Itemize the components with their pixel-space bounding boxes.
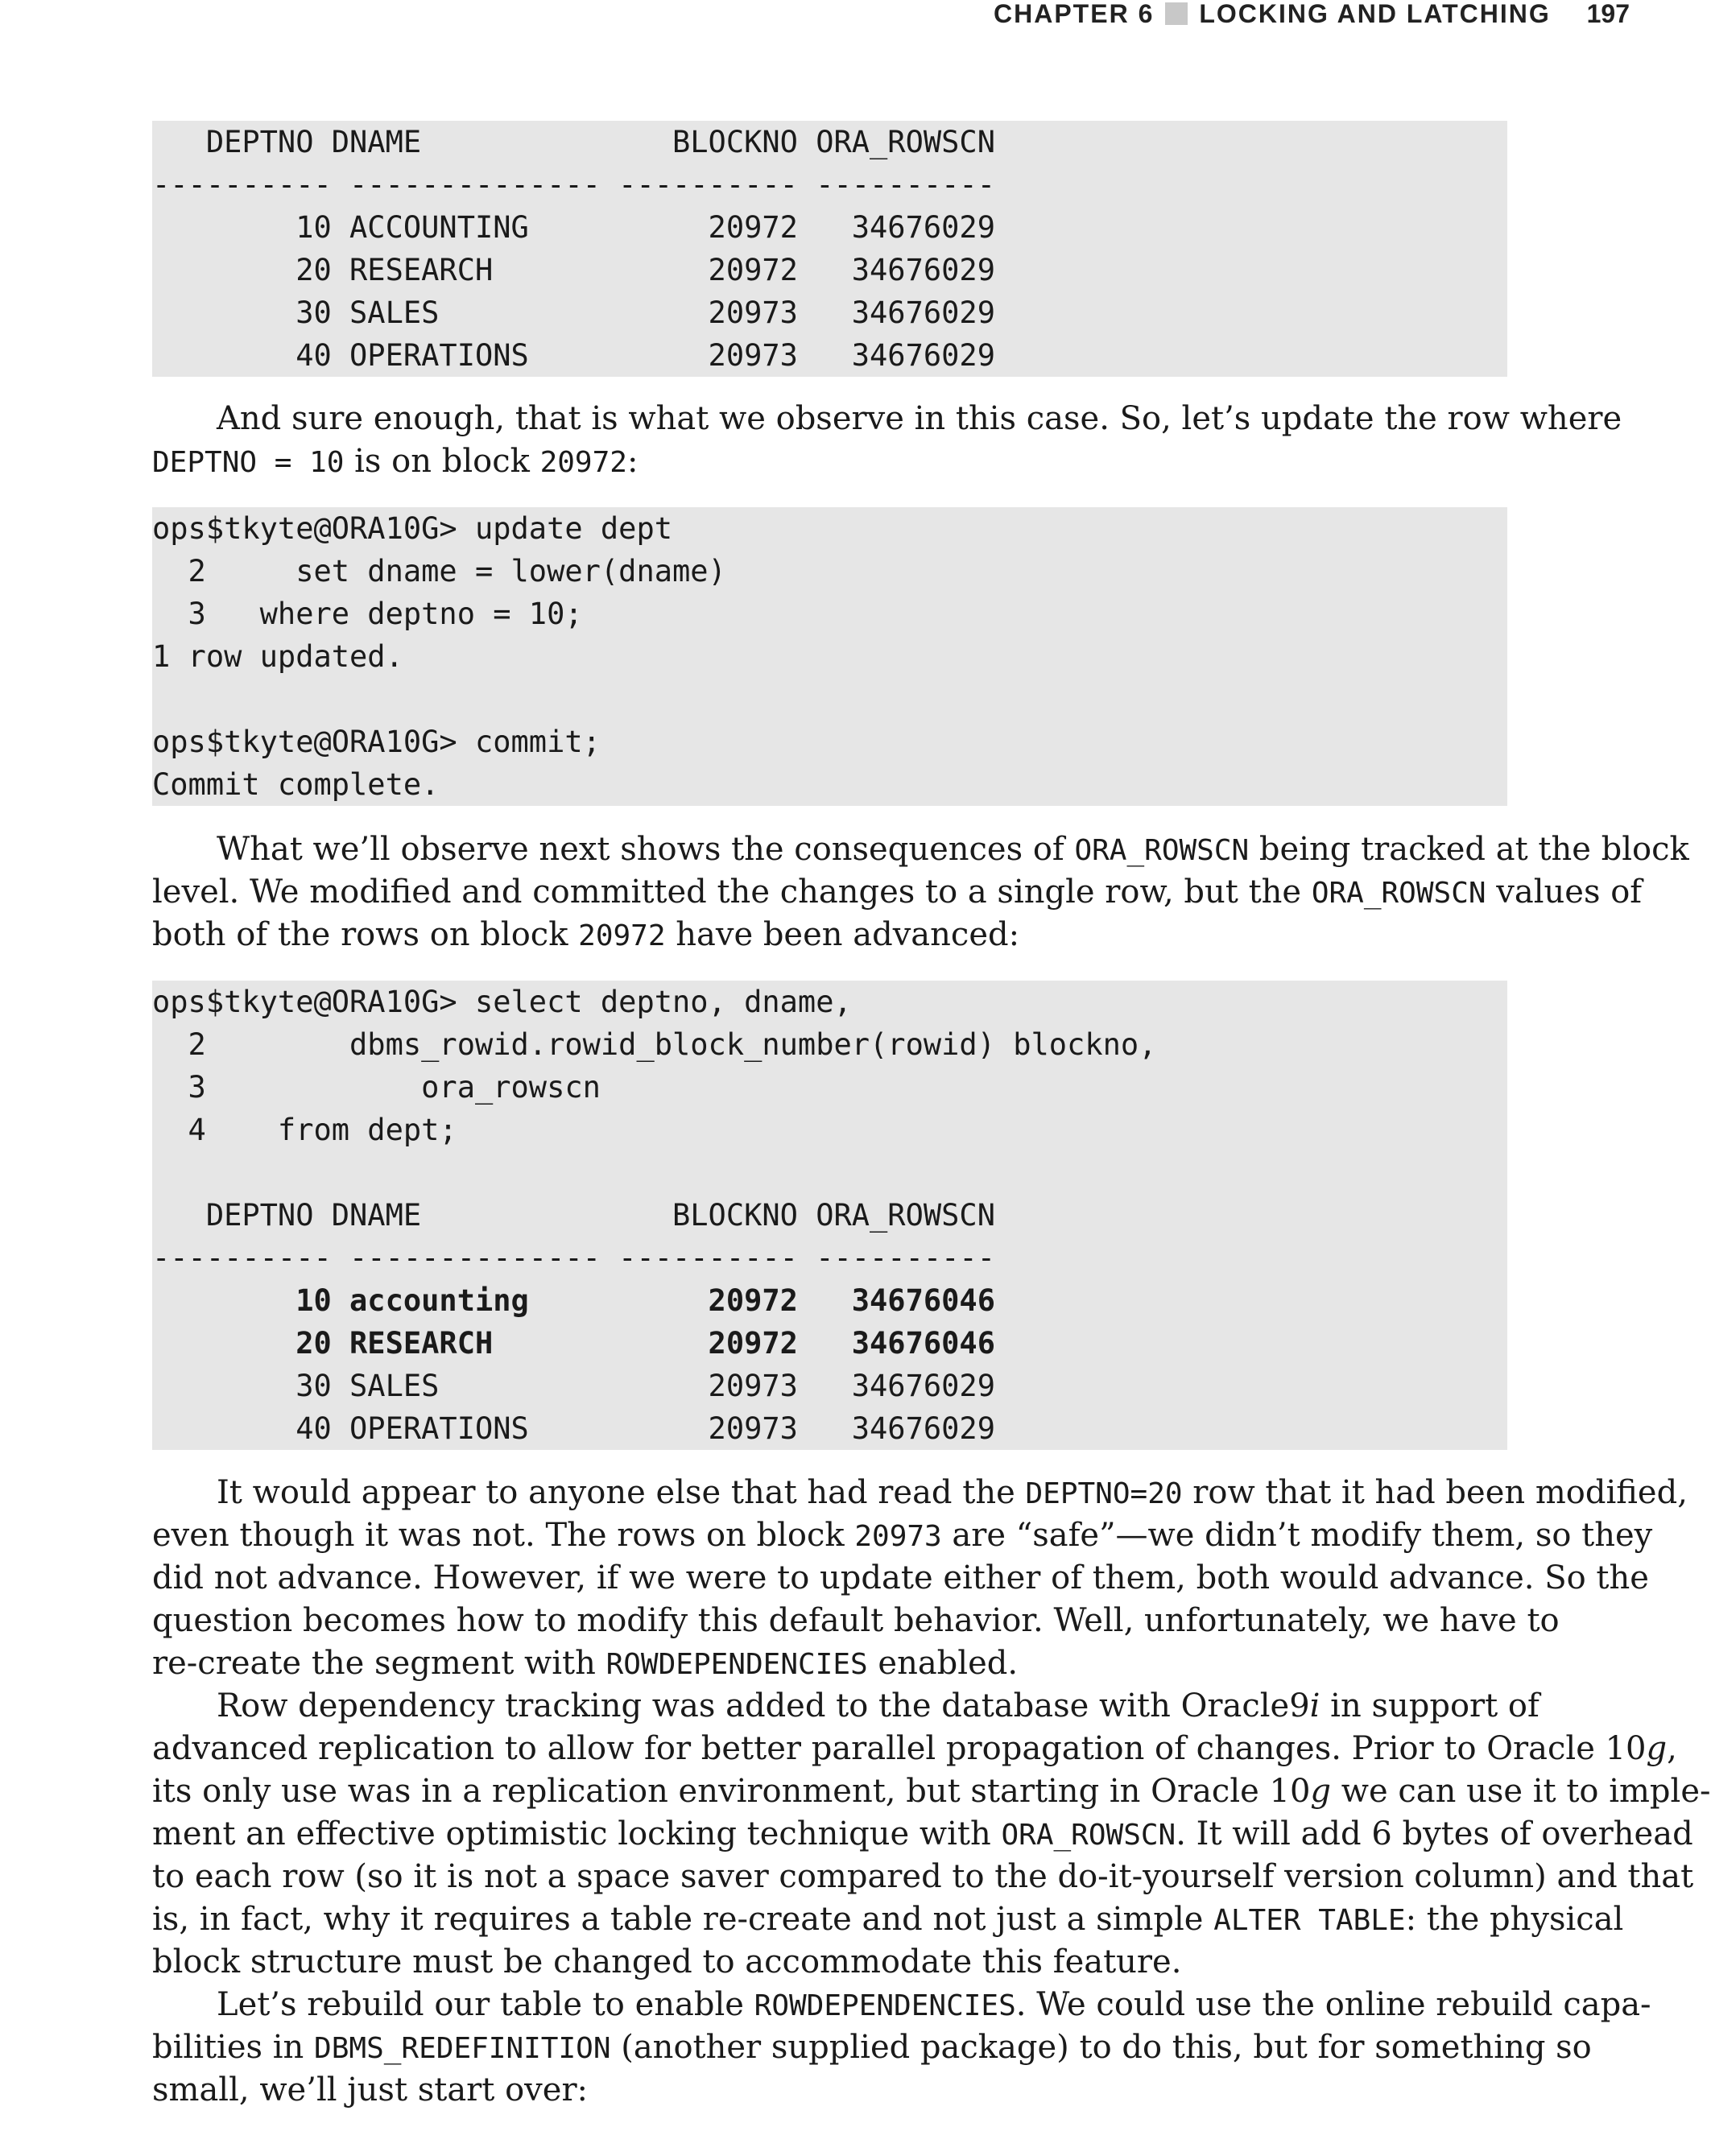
text-run: are “safe”—we didn’t modify them, so they bbox=[941, 1517, 1653, 1554]
italic-run: g bbox=[1310, 1773, 1332, 1810]
code-line bbox=[152, 1151, 1507, 1194]
code-line: 2 dbms_rowid.rowid_block_number(rowid) blockno, bbox=[152, 1027, 1157, 1062]
inline-code: ORA_ROWSCN bbox=[1311, 877, 1486, 910]
code-line: ops$tkyte@ORA10G> update dept bbox=[152, 511, 673, 546]
code-line: ---------- -------------- ---------- ---------- bbox=[152, 1241, 995, 1275]
text-run: Row dependency tracking was added to the database with Oracle9 bbox=[217, 1687, 1310, 1724]
text-line bbox=[152, 440, 1507, 483]
code-line-bold: 10 accounting 20972 34676046 bbox=[152, 1283, 995, 1318]
text-run: level. We modified and committed the changes to a single row, but the bbox=[152, 874, 1312, 911]
text-run: : the physical bbox=[1405, 1901, 1624, 1938]
code-block-query-result-1 bbox=[152, 121, 1507, 377]
text-run: is on block bbox=[344, 443, 540, 480]
text-line bbox=[152, 1642, 1507, 1685]
text-run: ment an effective optimistic locking technique with bbox=[152, 1815, 1002, 1852]
text-line: to each row (so it is not a space saver compared to the do-it-yourself version column) and that bbox=[152, 1858, 1694, 1895]
italic-run: g bbox=[1646, 1730, 1668, 1767]
text-line bbox=[152, 1728, 1677, 1770]
code-line: 30 SALES 20973 34676029 bbox=[152, 295, 995, 330]
text-line bbox=[152, 828, 1689, 871]
text-run: even though it was not. The rows on block bbox=[152, 1517, 855, 1554]
code-line: 20 RESEARCH 20972 34676029 bbox=[152, 253, 995, 287]
code-line: 40 OPERATIONS 20973 34676029 bbox=[152, 1411, 995, 1446]
code-line: 40 OPERATIONS 20973 34676029 bbox=[152, 338, 995, 373]
italic-run: i bbox=[1309, 1687, 1320, 1724]
text-run: . We could use the online rebuild capa- bbox=[1015, 1986, 1651, 2023]
code-line: ops$tkyte@ORA10G> select deptno, dname, bbox=[152, 985, 852, 1019]
text-run: values of bbox=[1486, 874, 1643, 911]
text-line bbox=[152, 914, 1507, 956]
code-line: DEPTNO DNAME BLOCKNO ORA_ROWSCN bbox=[152, 125, 995, 159]
paragraph-1 bbox=[152, 398, 1622, 483]
paragraph-5 bbox=[152, 1984, 1651, 2112]
text-run: being tracked at the block bbox=[1249, 831, 1689, 868]
text-run: : bbox=[626, 443, 639, 480]
text-run: have been advanced: bbox=[665, 916, 1020, 953]
chapter-title: LOCKING AND LATCHING bbox=[1199, 0, 1551, 28]
text-run: , bbox=[1667, 1730, 1677, 1767]
code-line: 10 ACCOUNTING 20972 34676029 bbox=[152, 210, 995, 245]
code-line: DEPTNO DNAME BLOCKNO ORA_ROWSCN bbox=[152, 1198, 995, 1233]
text-line bbox=[152, 1685, 1539, 1728]
text-run: It would appear to anyone else that had read the bbox=[217, 1474, 1026, 1511]
text-run: in support of bbox=[1320, 1687, 1539, 1724]
page-number: 197 bbox=[1586, 0, 1630, 28]
text-run: What we’ll observe next shows the consequences of bbox=[217, 831, 1075, 868]
inline-code: ALTER TABLE bbox=[1213, 1904, 1406, 1937]
code-line-bold: 20 RESEARCH 20972 34676046 bbox=[152, 1326, 995, 1361]
text-run: is, in fact, why it requires a table re-create and not just a simple bbox=[152, 1901, 1214, 1938]
code-line: 30 SALES 20973 34676029 bbox=[152, 1369, 995, 1403]
text-run: enabled. bbox=[867, 1645, 1019, 1682]
text-line bbox=[152, 1813, 1693, 1856]
code-line: ---------- -------------- ---------- ---------- bbox=[152, 167, 995, 202]
code-line: 4 from dept; bbox=[152, 1113, 457, 1147]
code-line: Commit complete. bbox=[152, 767, 440, 802]
inline-code: ROWDEPENDENCIES bbox=[605, 1648, 868, 1681]
separator-square-icon bbox=[1165, 2, 1188, 25]
inline-code: ORA_ROWSCN bbox=[1001, 1819, 1176, 1852]
paragraph-4 bbox=[152, 1685, 1711, 1984]
code-block-update bbox=[152, 507, 1507, 806]
inline-code: 20972 bbox=[539, 446, 627, 479]
text-line: question becomes how to modify this default behavior. Well, unfortunately, we have to bbox=[152, 1602, 1560, 1639]
code-line: 3 ora_rowscn bbox=[152, 1070, 601, 1105]
inline-code: DEPTNO = 10 bbox=[152, 446, 345, 479]
inline-code: DEPTNO=20 bbox=[1025, 1477, 1183, 1510]
text-run: both of the rows on block bbox=[152, 916, 579, 953]
text-line bbox=[152, 1770, 1711, 1813]
text-line: And sure enough, that is what we observe in this case. So, let’s update the row where bbox=[217, 400, 1622, 437]
text-line bbox=[152, 1514, 1653, 1557]
text-run: we can use it to imple- bbox=[1331, 1773, 1711, 1810]
code-line: 2 set dname = lower(dname) bbox=[152, 554, 726, 589]
text-line bbox=[152, 2026, 1592, 2069]
inline-code: ORA_ROWSCN bbox=[1074, 834, 1250, 867]
running-head bbox=[994, 0, 1630, 27]
text-run: row that it had been modified, bbox=[1182, 1474, 1688, 1511]
paragraph-2 bbox=[152, 828, 1689, 956]
text-run: . It will add 6 bytes of overhead bbox=[1176, 1815, 1693, 1852]
inline-code: DBMS_REDEFINITION bbox=[314, 2032, 611, 2065]
code-line: 3 where deptno = 10; bbox=[152, 597, 583, 631]
text-line: small, we’ll just start over: bbox=[152, 2071, 589, 2109]
inline-code: ROWDEPENDENCIES bbox=[754, 1989, 1016, 2022]
text-line bbox=[152, 1472, 1688, 1514]
text-run: advanced replication to allow for better parallel propagation of changes. Prior to Oracle 10 bbox=[152, 1730, 1647, 1767]
text-run: its only use was in a replication environment, but starting in Oracle 10 bbox=[152, 1773, 1311, 1810]
code-line: ops$tkyte@ORA10G> commit; bbox=[152, 725, 601, 759]
text-run: Let’s rebuild our table to enable bbox=[217, 1986, 754, 2023]
paragraph-3 bbox=[152, 1472, 1688, 1685]
text-run: (another supplied package) to do this, but for something so bbox=[610, 2029, 1592, 2066]
text-line bbox=[152, 1898, 1624, 1941]
text-line: did not advance. However, if we were to update either of them, both would advance. So the bbox=[152, 1559, 1649, 1596]
chapter-label: CHAPTER 6 bbox=[994, 0, 1155, 28]
text-line bbox=[152, 871, 1643, 914]
inline-code: 20972 bbox=[578, 919, 666, 952]
code-block-select-result bbox=[152, 981, 1507, 1450]
text-line: block structure must be changed to accommodate this feature. bbox=[152, 1943, 1182, 1980]
text-run: re-create the segment with bbox=[152, 1645, 606, 1682]
code-line bbox=[152, 678, 1507, 721]
code-line: 1 row updated. bbox=[152, 639, 403, 674]
inline-code: 20973 bbox=[854, 1520, 942, 1553]
text-run: bilities in bbox=[152, 2029, 315, 2066]
text-line bbox=[152, 1984, 1651, 2026]
